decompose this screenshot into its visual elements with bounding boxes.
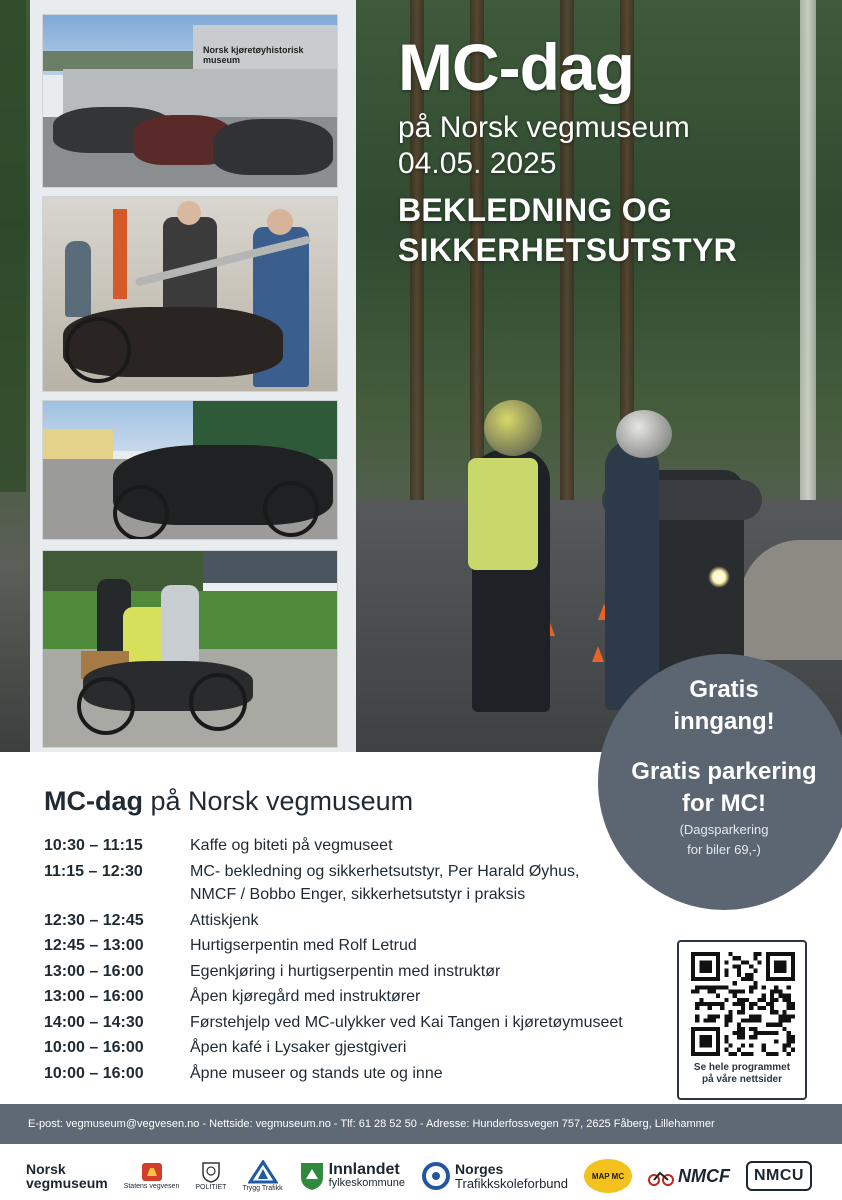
logo-tt-text: Trygg Trafikk [242,1184,283,1192]
logo-trafikkskoleforbund [421,1161,568,1191]
row-desc: MC- bekledning og sikkerhetsutstyr, Per Harald Øyhus, [190,862,580,880]
row-time: 12:30 – 12:45 [44,911,144,929]
logo-politiet-text: POLITIET [195,1183,227,1191]
rider-helmet [616,410,672,458]
row-time: 12:45 – 13:00 [44,937,144,954]
row-time: 10:00 – 16:00 [44,1064,144,1082]
programme-row [44,961,684,983]
row-time: 13:00 – 16:00 [44,962,144,980]
row-desc: NMCF / Bobbo Enger, sikkerhetsutstyr i praksis [190,886,526,903]
programme-row [44,910,684,932]
logo-nv-line1: Norsk [26,1161,66,1177]
logo-nv-line2: vegmuseum [26,1175,108,1191]
museum-sign: Norsk kjøretøyhistorisk museum [203,45,304,65]
qr-caption [679,1062,805,1086]
logo-ntf-line2: Trafikkskoleforbund [455,1175,568,1191]
lion-icon [141,1162,163,1182]
programme [44,786,684,1088]
badge-note-2: for biler 69,-) [687,842,761,857]
badge-free-parking-1: Gratis parkering [631,758,817,785]
logo-ntf-line1: Norges [455,1160,504,1177]
row-time: 10:30 – 11:15 [44,837,143,854]
left-foliage [0,0,26,492]
logo-sv-text: Statens vegvesen [123,1182,180,1190]
logo-nmcf [648,1165,730,1187]
logo-innlandet-line1: Innlandet [328,1161,400,1178]
badge-free-entry-2: inngang! [673,708,775,735]
programme-row [44,861,684,883]
logo-nmcu [746,1161,812,1191]
logo-map-mc-badge: MAP MC [584,1159,632,1193]
contact-text: E-post: vegmuseum@vegvesen.no - Nettside: vegmuseum.no - Tlf: 61 28 52 50 - Adresse: Hunderfossvegen 757, 2625 Fåberg, Lillehammer [28,1118,715,1130]
photo-vintage-bike-visitors [42,196,338,392]
row-desc: Attiskjenk [190,911,259,929]
sponsor-logos [0,1152,842,1200]
logo-trygg-trafikk [242,1160,282,1193]
programme-title [44,786,684,817]
row-time: 13:00 – 16:00 [44,988,144,1005]
qr-caption-line-2: på våre nettsider [701,1074,783,1085]
programme-row [44,835,684,857]
hi-vis-vest [468,458,538,570]
steering-wheel-icon [421,1161,451,1191]
headline [398,30,737,270]
row-time: 14:00 – 14:30 [44,1013,144,1031]
photo-sidecar-bikes [42,400,338,540]
theme-heading [398,190,737,270]
programme-row [44,1063,684,1085]
police-crest-icon [201,1161,221,1183]
logo-politiet [195,1161,226,1192]
programme-title-rest: på Norsk vegmuseum [142,786,414,816]
row-time [44,884,190,906]
photo-museum-bikes [42,14,338,188]
qr-code-icon[interactable] [691,952,795,1056]
row-time: 11:15 – 12:30 [44,862,143,880]
subtitle: på Norsk vegmuseum [398,111,690,144]
logo-statens-vegvesen [124,1162,180,1191]
logo-innlandet-line2: fylkeskommune [328,1177,406,1189]
event-date: 04.05. 2025 [398,147,557,180]
warning-triangle-icon [248,1160,278,1184]
contact-bar [0,1104,842,1144]
row-time: 10:00 – 16:00 [44,1039,144,1056]
logo-innlandet [299,1161,405,1191]
photo-vintage-bike-riding [42,550,338,748]
qr-box[interactable] [677,940,807,1100]
programme-row [44,1012,684,1034]
logo-norsk-vegmuseum [26,1162,108,1190]
programme-title-bold: MC-dag [44,786,143,816]
programme-row [44,935,684,957]
motorcycle-icon [648,1165,674,1187]
gravel-bank [740,540,842,660]
photo-strip [30,0,356,752]
badge-free-entry-1: Gratis [689,676,759,703]
county-shield-icon [299,1161,325,1191]
logo-map-mc [584,1159,632,1193]
programme-list [44,835,684,1085]
theme-line-2: SIKKERHETSUTSTYR [398,232,738,268]
row-desc: Egenkjøring i hurtigserpentin med instruktør [190,962,501,980]
headlight [708,566,730,588]
badge-note-1: (Dagsparkering [679,822,769,837]
page-title: MC-dag [398,30,634,104]
row-desc: Hurtigserpentin med Rolf Letrud [190,937,417,954]
row-desc: Åpne museer og stands ute og inne [190,1064,443,1082]
logo-nmcu-text: NMCU [746,1161,812,1191]
row-desc: Åpen kafé i Lysaker gjestgiveri [190,1039,407,1056]
programme-row [44,1037,684,1059]
qr-caption-line-1: Se hele programmet [693,1062,791,1073]
theme-line-1: BEKLEDNING OG [398,192,673,228]
row-desc: Kaffe og biteti på vegmuseet [190,837,393,854]
programme-row [44,986,684,1008]
programme-row [44,884,684,906]
instructor-helmet [484,400,542,456]
logo-nmcf-text: NMCF [677,1166,730,1186]
row-desc: Åpen kjøregård med instruktører [190,988,421,1005]
row-desc: Førstehjelp ved MC-ulykker ved Kai Tangen i kjøretøymuseet [190,1013,623,1031]
birch-trunk [800,0,816,522]
badge-free-parking-2: for MC! [682,790,766,817]
